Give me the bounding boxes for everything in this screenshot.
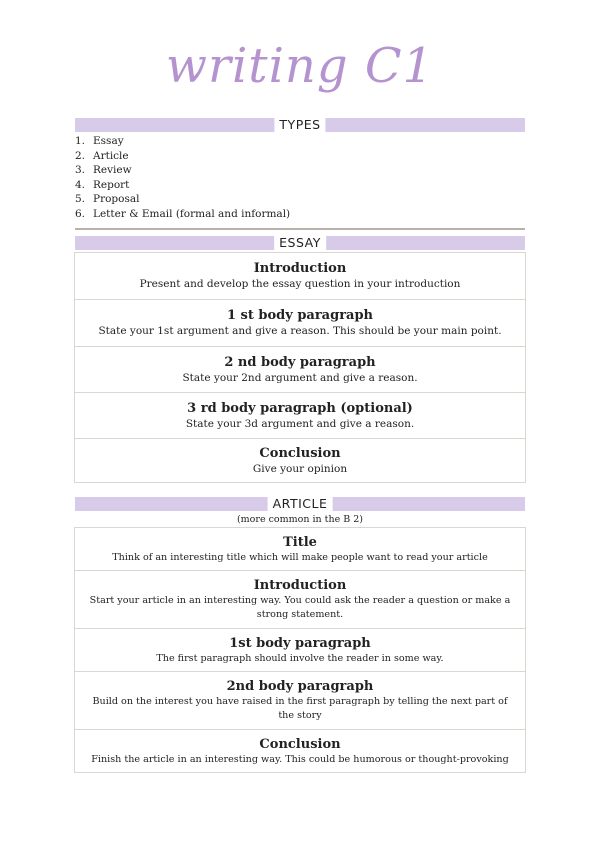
row-title: Title <box>283 534 317 550</box>
table-row <box>75 730 525 772</box>
row-text: Start your article in an interesting way. You could ask the reader a question or make a strong statement. <box>89 595 511 620</box>
row-title: Conclusion <box>259 445 341 461</box>
essay-section-bar <box>75 236 525 250</box>
table-row <box>75 528 525 571</box>
list-item: 4. Report <box>75 178 130 191</box>
essay-heading: ESSAY <box>274 234 326 252</box>
row-title: 3 rd body paragraph (optional) <box>187 400 413 416</box>
list-item: 3. Review <box>75 164 132 176</box>
article-section-bar <box>75 497 525 511</box>
types-section-bar <box>75 118 525 132</box>
table-row <box>75 571 525 629</box>
article-heading: ARTICLE <box>268 495 333 513</box>
table-row <box>75 672 525 730</box>
table-row <box>75 629 525 672</box>
row-title: 1 st body paragraph <box>226 308 374 324</box>
table-row <box>75 300 525 347</box>
row-title: 2 nd body paragraph <box>224 354 376 370</box>
table-row <box>75 347 525 393</box>
article-table <box>74 527 526 773</box>
row-text: Present and develop the essay question in your introduction <box>139 278 461 291</box>
row-text: Give your opinion <box>252 462 348 475</box>
list-item: 6. Letter & Email (formal and informal) <box>75 207 291 220</box>
row-title: Introduction <box>253 578 347 593</box>
table-row <box>75 253 525 300</box>
row-text: Build on the interest you have raised in the first paragraph by telling the next part of the story <box>92 696 508 721</box>
article-note: (more common in the B 2) <box>236 514 364 525</box>
row-text: State your 1st argument and give a reason. This should be your main point. <box>98 325 502 338</box>
row-text: Finish the article in an interesting way. This could be humorous or thought-provoking <box>91 753 509 765</box>
row-title: 2nd body paragraph <box>226 679 374 694</box>
list-item: 2. Article <box>75 149 129 162</box>
row-text: The first paragraph should involve the reader in some way. <box>156 652 444 664</box>
types-heading: TYPES <box>274 116 325 134</box>
table-row <box>75 393 525 439</box>
row-text: State your 3d argument and give a reason. <box>185 417 415 430</box>
divider <box>75 228 525 230</box>
row-text: State your 2nd argument and give a reason. <box>182 371 418 384</box>
page-title: writing C1 <box>165 38 435 94</box>
row-title: 1st body paragraph <box>229 635 371 651</box>
row-title: Introduction <box>253 261 347 277</box>
row-text: Think of an interesting title which will make people want to read your article <box>112 551 488 563</box>
table-row <box>75 439 525 482</box>
essay-table <box>74 252 526 483</box>
row-title: Conclusion <box>259 736 341 752</box>
list-item: 5. Proposal <box>75 193 140 205</box>
list-item: 1. Essay <box>75 135 124 147</box>
types-list <box>75 134 290 221</box>
